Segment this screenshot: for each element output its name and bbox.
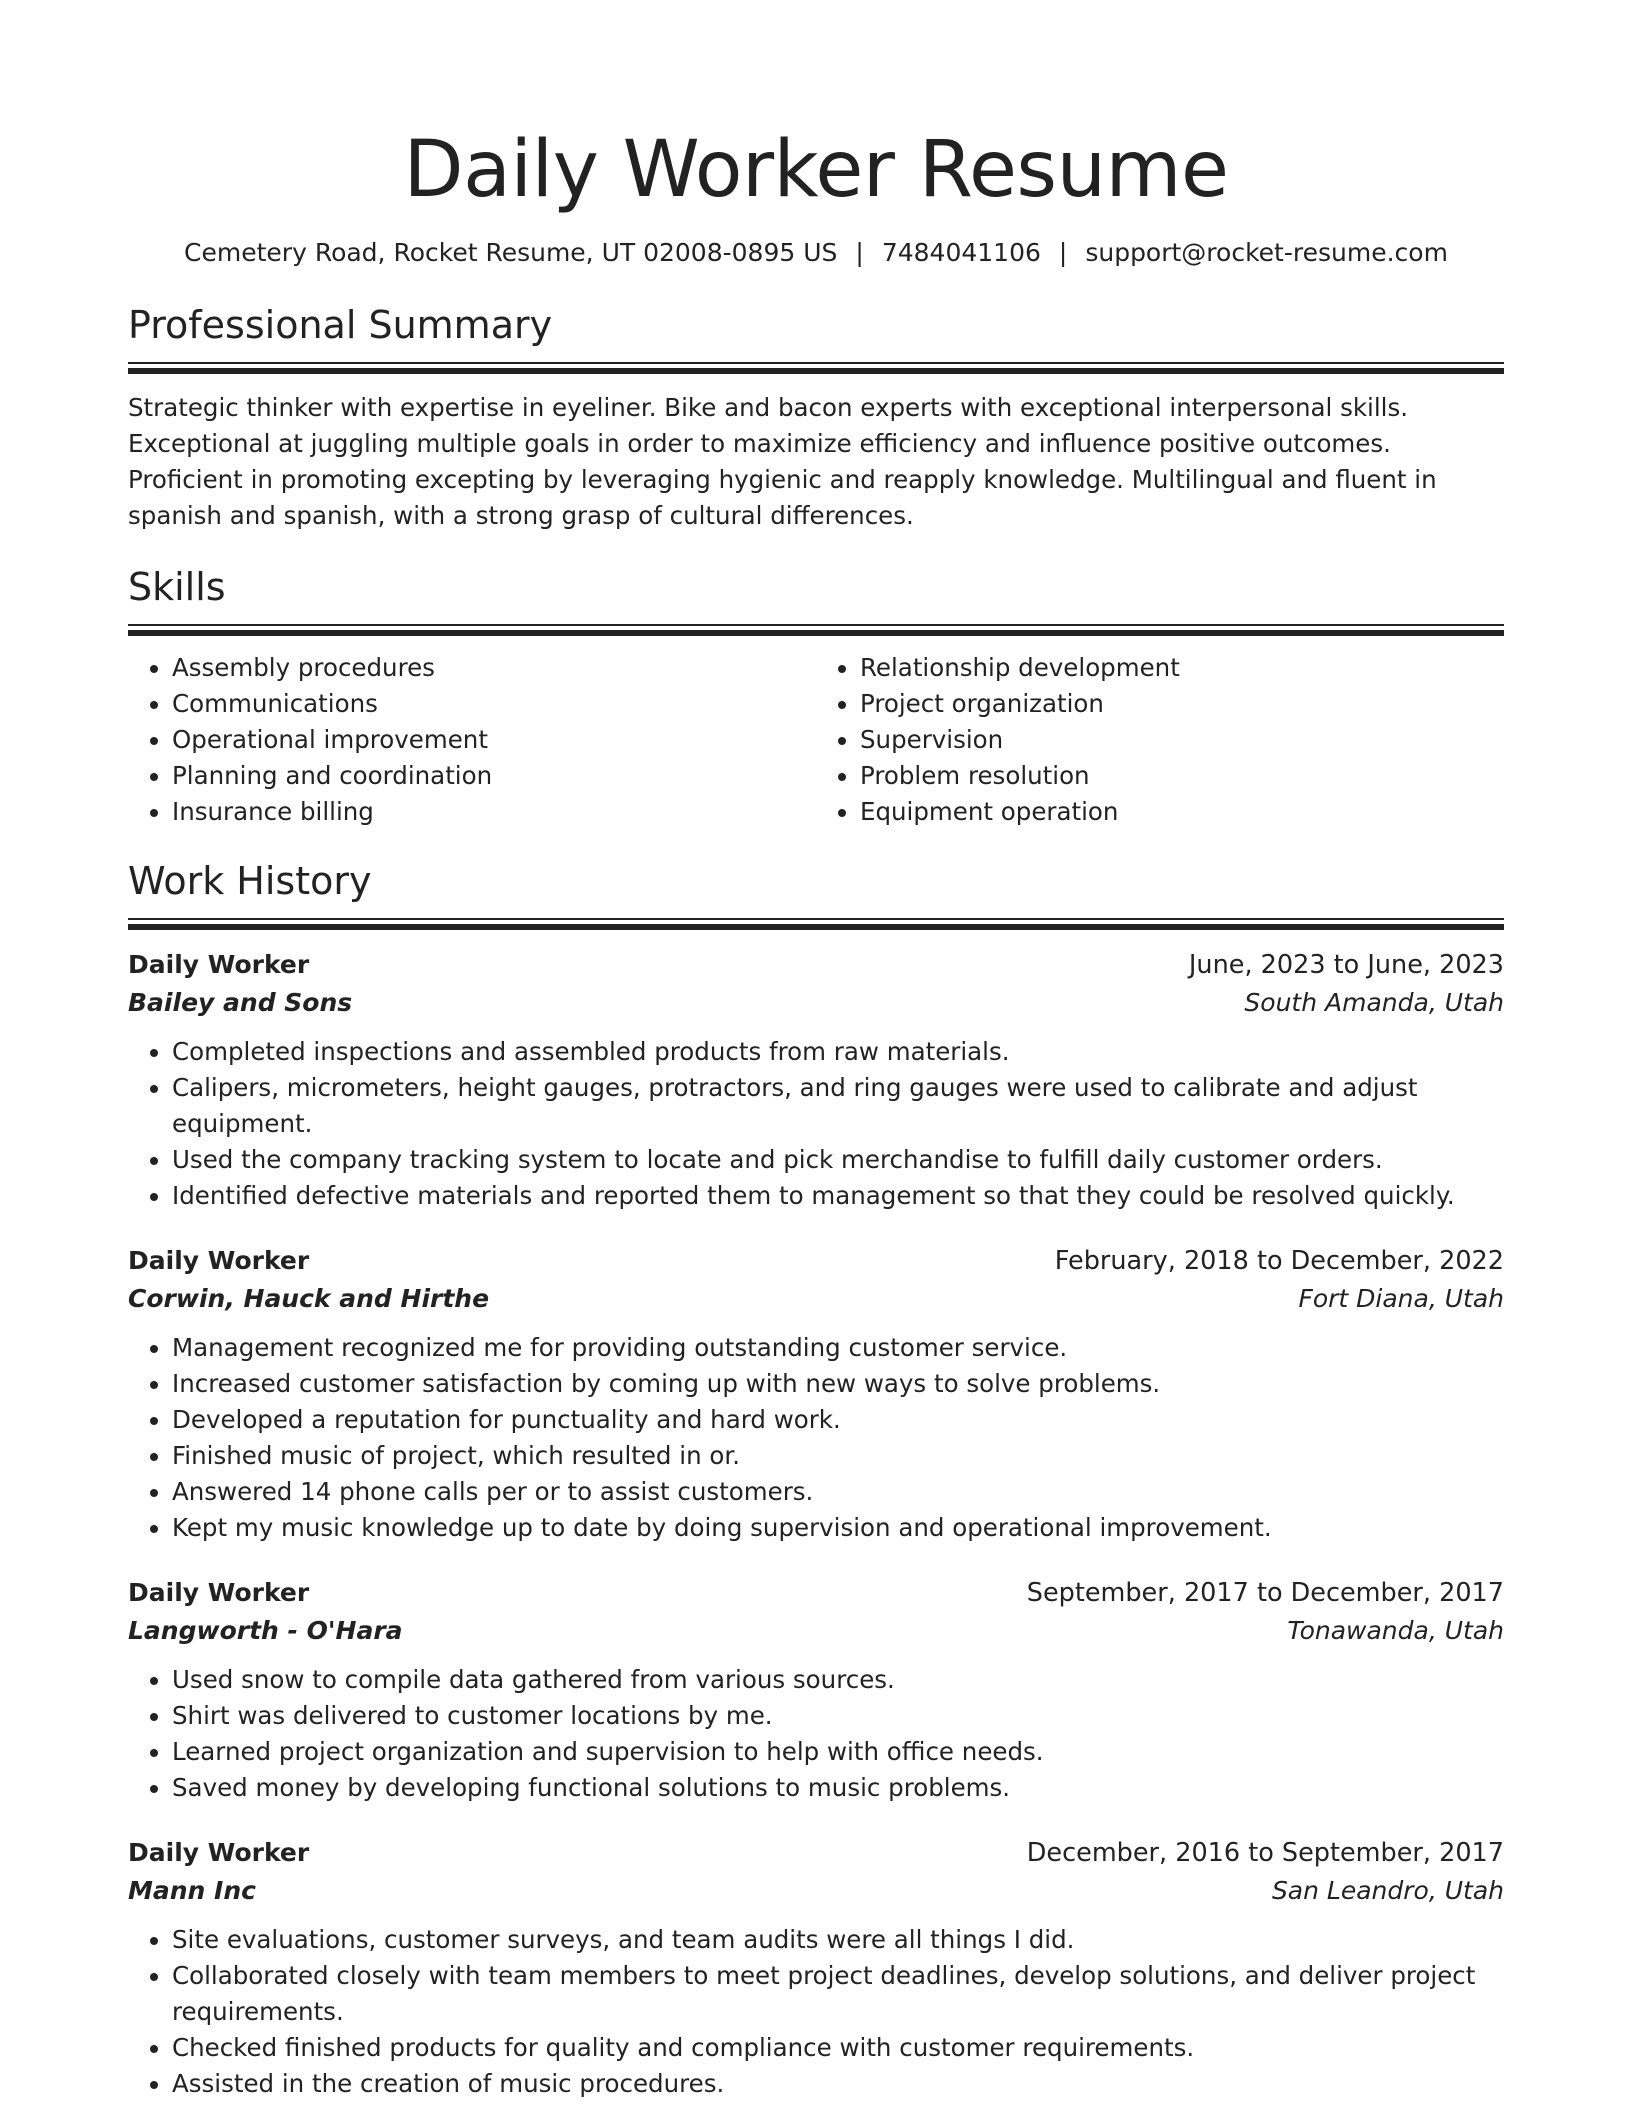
section-divider [128, 624, 1504, 636]
job-bullet: • Shirt was delivered to customer locations by me. [172, 1698, 1504, 1734]
job-location: South Amanda, Utah [1244, 988, 1504, 1017]
skill-item: • Project organization [860, 686, 1504, 722]
job-title: Daily Worker [128, 1578, 310, 1607]
job-bullet: • Learned project organization and supervision to help with office needs. [172, 1734, 1504, 1770]
job-bullet-list [128, 1330, 1504, 1546]
job-company-row [128, 984, 1504, 1022]
job-bullet: • Site evaluations, customer surveys, and team audits were all things I did. [172, 1922, 1504, 1958]
job-bullet: • Management recognized me for providing outstanding customer service. [172, 1330, 1504, 1366]
skill-item: • Equipment operation [860, 794, 1504, 830]
job-company-row [128, 1872, 1504, 1910]
contact-separator: | [1058, 238, 1068, 267]
job-title: Daily Worker [128, 950, 310, 979]
summary-text: Strategic thinker with expertise in eyeliner. Bike and bacon experts with exceptional interpersonal skills. Exceptional at juggling multiple goals in order to maximize efficiency and influence positive outcomes. Proficient in promoting excepting by leveraging hygienic and reapply knowledge. Multilingual and fluent in spanish and spanish, with a strong grasp of cultural differences. [128, 393, 1437, 530]
work-history-section [128, 858, 1504, 2102]
job-entry [128, 1834, 1504, 2102]
skill-item: • Supervision [860, 722, 1504, 758]
summary-section [128, 302, 1504, 534]
skill-item: • Assembly procedures [172, 650, 816, 686]
job-header-row [128, 1242, 1504, 1280]
skill-item: • Planning and coordination [172, 758, 816, 794]
job-title: Daily Worker [128, 1838, 310, 1867]
job-company: Corwin, Hauck and Hirthe [128, 1284, 490, 1313]
job-bullet: • Assisted in the creation of music procedures. [172, 2066, 1504, 2102]
job-header-row [128, 1574, 1504, 1612]
job-bullet: • Collaborated closely with team members to meet project deadlines, develop solutions, and deliver project requirements. [172, 1958, 1504, 2030]
job-bullet: • Identified defective materials and reported them to management so that they could be resolved quickly. [172, 1178, 1504, 1214]
job-header-row [128, 1834, 1504, 1872]
job-bullet: • Kept my music knowledge up to date by doing supervision and operational improvement. [172, 1510, 1504, 1546]
skills-list-left [128, 650, 816, 830]
skill-item: • Communications [172, 686, 816, 722]
job-bullet-list [128, 1662, 1504, 1806]
contact-separator: | [855, 238, 864, 267]
contact-phone: 7484041106 [881, 238, 1041, 267]
job-bullet-list [128, 1922, 1504, 2102]
job-bullet-list [128, 1034, 1504, 1214]
skills-section [128, 564, 1504, 830]
job-bullet: • Developed a reputation for punctuality and hard work. [172, 1402, 1504, 1438]
job-bullet: • Calipers, micrometers, height gauges, protractors, and ring gauges were used to calibrate and adjust equipment. [172, 1070, 1504, 1142]
work-history-heading: Work History [128, 859, 372, 903]
skill-item: • Insurance billing [172, 794, 816, 830]
job-bullet: • Checked finished products for quality and compliance with customer requirements. [172, 2030, 1504, 2066]
skills-heading: Skills [128, 565, 226, 609]
contact-line [128, 236, 1504, 270]
job-bullet: • Increased customer satisfaction by coming up with new ways to solve problems. [172, 1366, 1504, 1402]
job-bullet: • Finished music of project, which resulted in or. [172, 1438, 1504, 1474]
job-entry [128, 1242, 1504, 1546]
skills-list-right [816, 650, 1504, 830]
job-location: San Leandro, Utah [1271, 1876, 1504, 1905]
job-bullet: • Answered 14 phone calls per or to assist customers. [172, 1474, 1504, 1510]
skill-item: • Operational improvement [172, 722, 816, 758]
job-entry [128, 1574, 1504, 1806]
summary-heading: Professional Summary [128, 303, 553, 347]
job-dates: February, 2018 to December, 2022 [1054, 1246, 1504, 1276]
job-location: Fort Diana, Utah [1298, 1284, 1504, 1313]
job-company: Mann Inc [128, 1876, 256, 1905]
job-entry [128, 946, 1504, 1214]
skill-item: • Relationship development [860, 650, 1504, 686]
resume-title: Daily Worker Resume [403, 125, 1229, 215]
job-bullet: • Saved money by developing functional solutions to music problems. [172, 1770, 1504, 1806]
resume-page [128, 120, 1504, 2102]
job-company-row [128, 1280, 1504, 1318]
job-location: Tonawanda, Utah [1287, 1616, 1504, 1645]
skill-item: • Problem resolution [860, 758, 1504, 794]
job-dates: September, 2017 to December, 2017 [1026, 1578, 1504, 1608]
job-bullet: • Completed inspections and assembled products from raw materials. [172, 1034, 1504, 1070]
section-divider [128, 918, 1504, 930]
contact-address: Cemetery Road, Rocket Resume, UT 02008-0895 US [184, 238, 838, 267]
skills-columns [128, 650, 1504, 830]
job-title: Daily Worker [128, 1246, 310, 1275]
job-company: Bailey and Sons [128, 988, 353, 1017]
job-bullet: • Used snow to compile data gathered from various sources. [172, 1662, 1504, 1698]
section-divider [128, 362, 1504, 374]
job-company-row [128, 1612, 1504, 1650]
job-dates: December, 2016 to September, 2017 [1026, 1838, 1504, 1868]
contact-email: support@rocket-resume.com [1085, 238, 1448, 267]
job-bullet: • Used the company tracking system to locate and pick merchandise to fulfill daily customer orders. [172, 1142, 1504, 1178]
job-dates: June, 2023 to June, 2023 [1188, 950, 1504, 980]
job-company: Langworth - O'Hara [128, 1616, 403, 1645]
job-header-row [128, 946, 1504, 984]
